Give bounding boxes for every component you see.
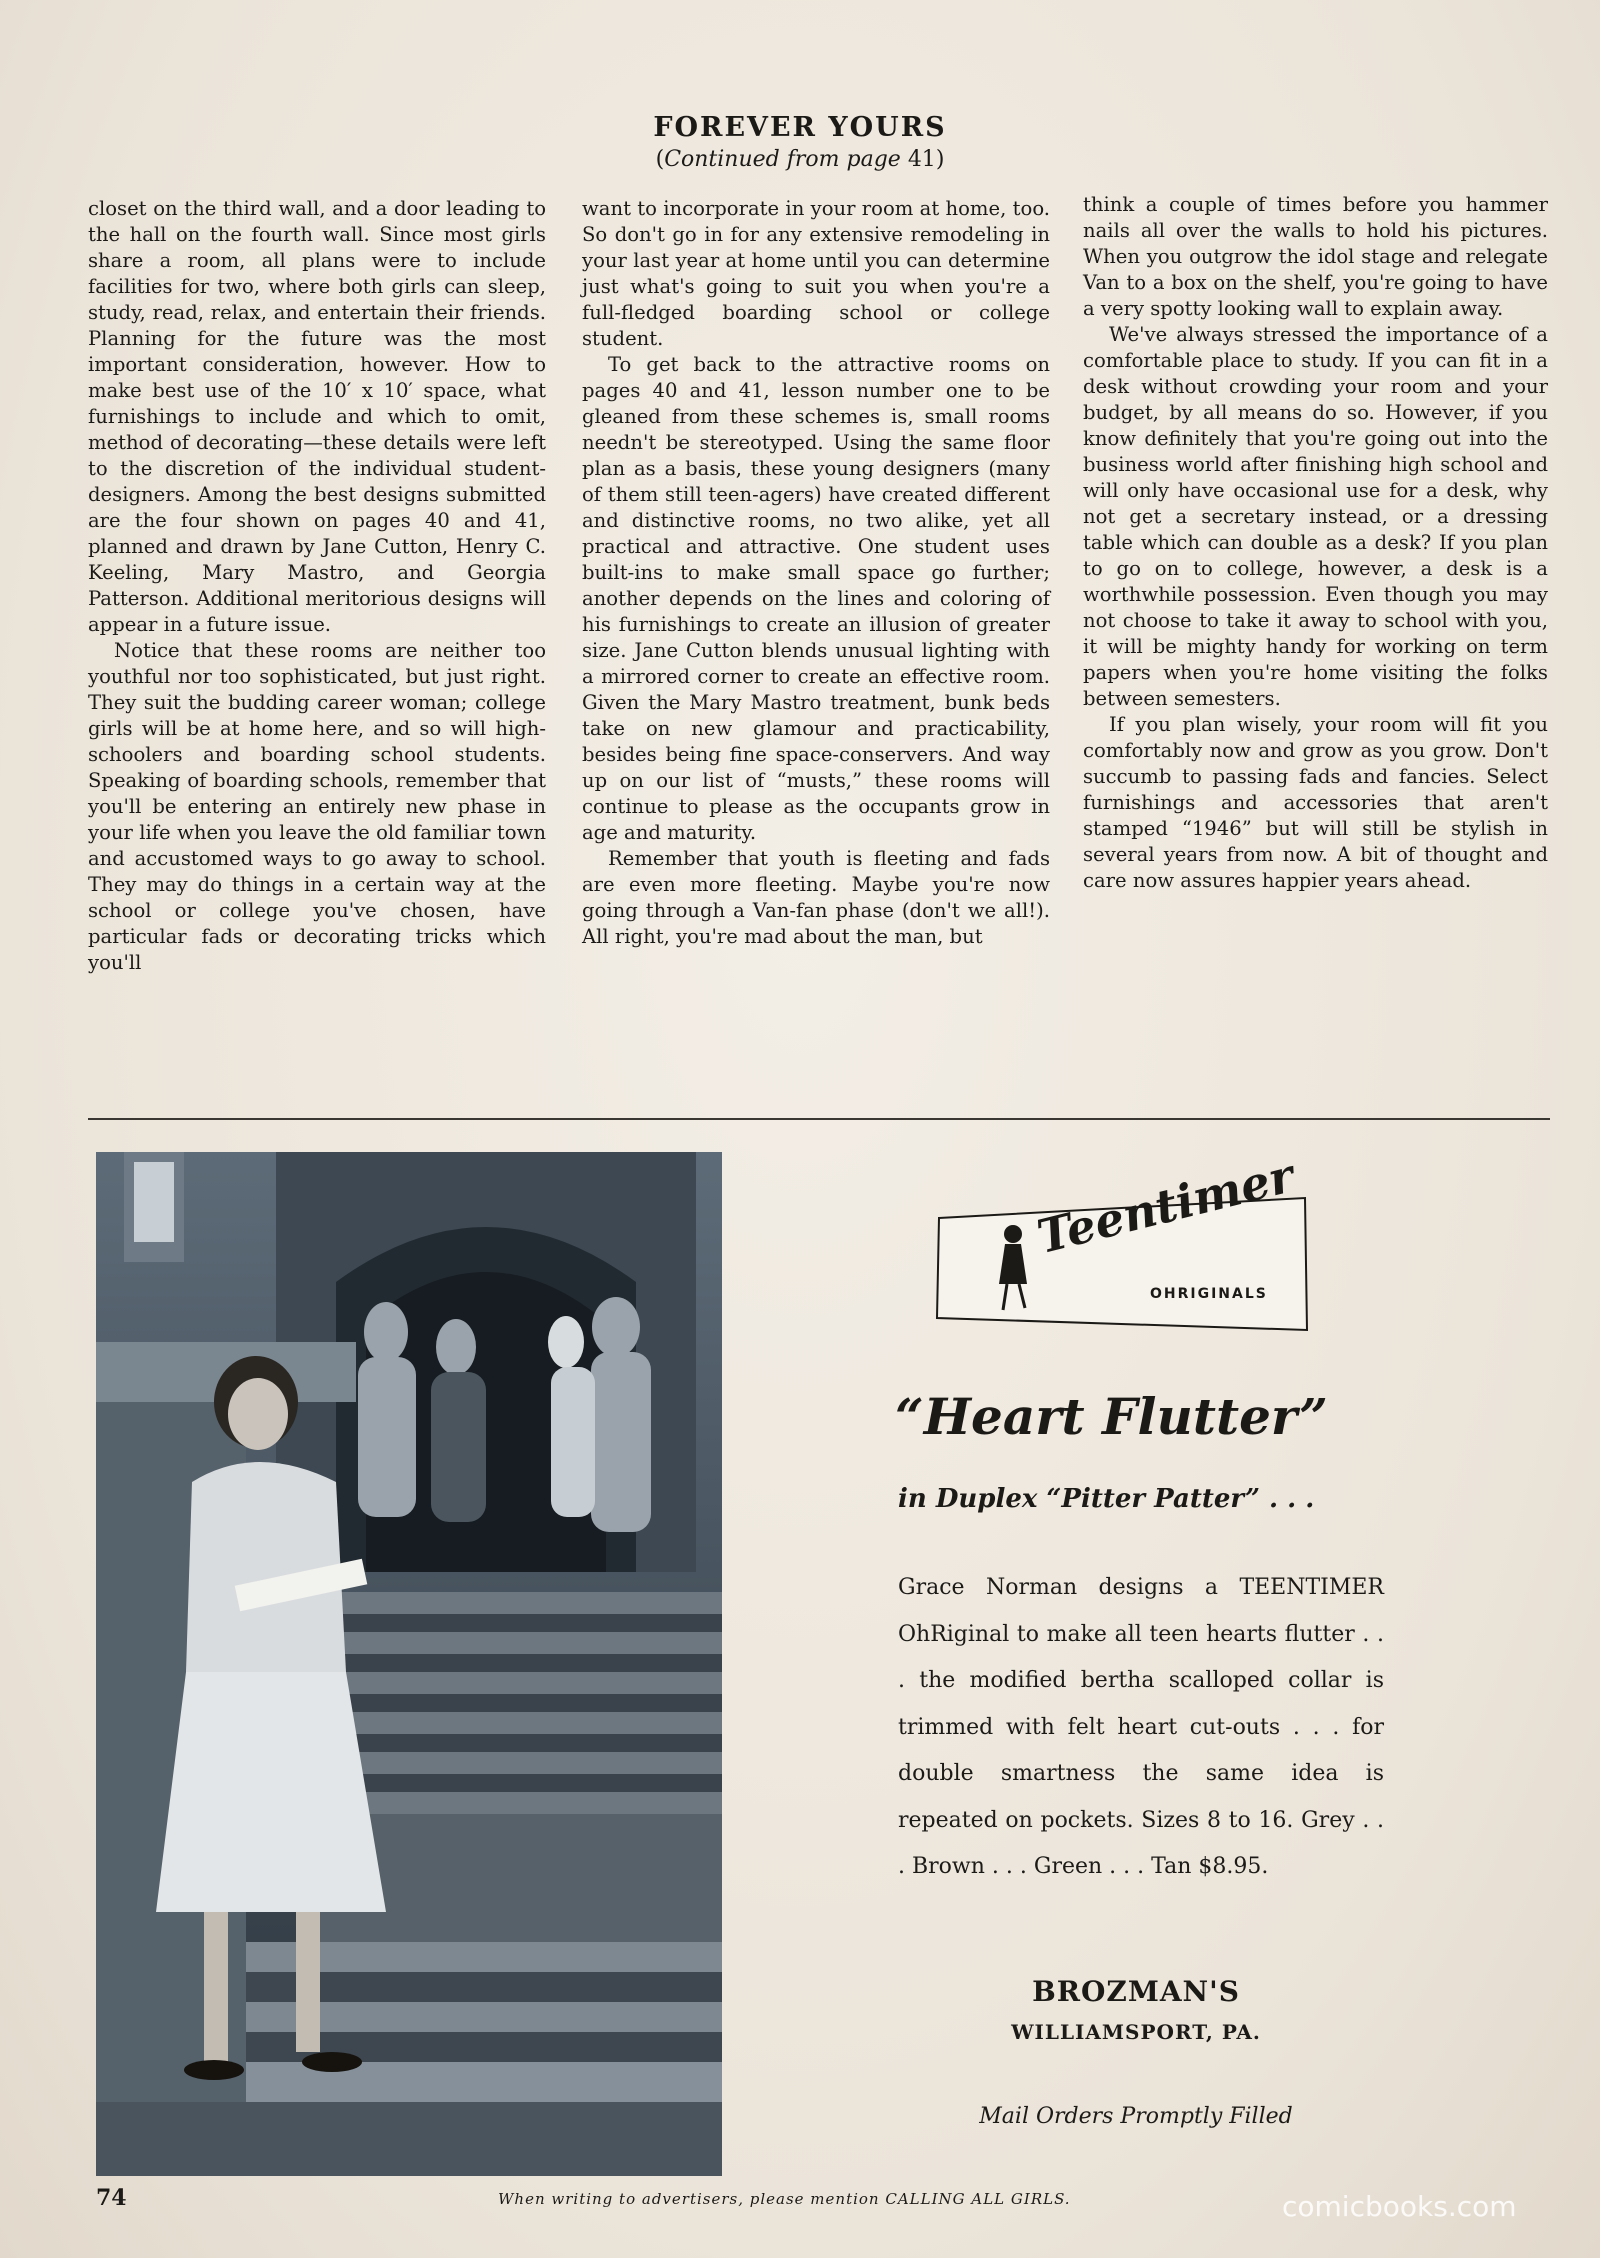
article-continued-note: (Continued from page 41) bbox=[655, 147, 945, 172]
advertisement-photo bbox=[96, 1152, 722, 2176]
mail-orders-note: Mail Orders Promptly Filled bbox=[979, 2104, 1293, 2129]
store-name: BROZMAN'S bbox=[1032, 1975, 1240, 2008]
ad-body-copy: Grace Norman designs a TEENTIMER OhRiginal to make all teen hearts flutter . . . the modified bertha scalloped collar is trimmed with felt heart cut-outs . . . for double smartness the same idea is repeated on pockets. Sizes 8 to 16. Grey . . . Brown . . . Green . . . Tan $8.95. bbox=[898, 1575, 1384, 1879]
paragraph: Notice that these rooms are neither too youthful nor too sophisticated, but just right. They suit the budding career woman; college girls will be at home here, and so will high-schoolers and boarding school students. Speaking of boarding schools, remember that you'll be entering an entirely new phase in your life when you leave the old familiar town and accustomed ways to go away to school. They may do things in a certain way at the school or college you've chosen, have particular fads or decorating tricks which you'll bbox=[88, 639, 546, 974]
continued-page: 41 bbox=[907, 147, 936, 172]
paragraph: Remember that youth is fleeting and fads are even more fleeting. Maybe you're now going through a Van-fan phase (don't we all!). All right, you're mad about the man, but bbox=[582, 847, 1050, 948]
page-number: 74 bbox=[96, 2185, 127, 2211]
footer-note: When writing to advertisers, please mention CALLING ALL GIRLS. bbox=[498, 2190, 1071, 2208]
article-column-1 bbox=[88, 196, 546, 976]
section-divider bbox=[88, 1118, 1550, 1120]
logo-subtext: OHRIGINALS bbox=[1150, 1286, 1268, 1302]
article-header bbox=[0, 112, 1600, 172]
paragraph: want to incorporate in your room at home, too. So don't go in for any extensive remodeling in your last year at home until you can determine just what's going to suit you when you're a full-fledged boarding school or college student. bbox=[582, 197, 1050, 350]
article-column-3 bbox=[1083, 192, 1548, 894]
schoolgirl-on-steps-photo bbox=[96, 1152, 722, 2176]
paragraph: think a couple of times before you hammer nails all over the walls to hold his pictures. When you outgrow the idol stage and relegate Van to a box on the shelf, you're going to have a very spotty looking wall to explain away. bbox=[1083, 193, 1548, 320]
teentimer-logo-text: Teentimer bbox=[1031, 1148, 1300, 1264]
watermark: comicbooks.com bbox=[1282, 2190, 1517, 2223]
article-title: FOREVER YOURS bbox=[653, 112, 947, 143]
paragraph: If you plan wisely, your room will fit you comfortably now and grow as you grow. Don't succumb to passing fads and fancies. Select furnishings and accessories that aren't stamped “1946” but will still be stylish in several years from now. A bit of thought and care now assures happier years ahead. bbox=[1083, 713, 1548, 892]
paragraph: We've always stressed the importance of a comfortable place to study. If you can fit in a desk without crowding your room and your budget, by all means do so. However, if you know definitely that you're going out into the business world after finishing high school and will only have occasional use for a desk, why not get a secretary instead, or a dressing table which can double as a desk? If you plan to go on to college, however, a desk is a worthwhile possession. Even though you may not choose to take it away to school with you, it will be mighty handy for working on term papers when you're home visiting the folks between semesters. bbox=[1083, 323, 1548, 710]
store-city: WILLIAMSPORT, PA. bbox=[1011, 2020, 1261, 2044]
article-column-2 bbox=[582, 196, 1050, 950]
continued-label: Continued from page bbox=[664, 147, 901, 172]
paragraph: To get back to the attractive rooms on pages 40 and 41, lesson number one to be gleaned from these schemes is, small rooms needn't be stereotyped. Using the same floor plan as a basis, these young designers (many of them still teen-agers) have created different and distinctive rooms, no two alike, yet all practical and attractive. One student uses built-ins to make small space go further; another depends on the lines and coloring of his furnishings to create an illusion of greater size. Jane Cutton blends unusual lighting with a mirrored corner to create an effective room. Given the Mary Mastro treatment, bunk beds take on new glamour and practicability, besides being fine space-conservers. And way up on our list of “musts,” these rooms will continue to please as the occupants grow in age and maturity. bbox=[582, 353, 1050, 844]
paragraph: closet on the third wall, and a door leading to the hall on the fourth wall. Since most girls share a room, all plans were to include facilities for two, where both girls can sleep, study, read, relax, and entertain their friends. Planning for the future was the most important consideration, however. How to make best use of the 10′ x 10′ space, what furnishings to include and which to omit, method of decorating—these details were left to the discretion of the individual student-designers. Among the best designs submitted are the four shown on pages 40 and 41, planned and drawn by Jane Cutton, Henry C. Keeling, Mary Mastro, and Georgia Patterson. Additional meritorious designs will appear in a future issue. bbox=[88, 197, 546, 636]
ad-subhead: in Duplex “Pitter Patter” . . . bbox=[898, 1484, 1315, 1514]
ad-headline: “Heart Flutter” bbox=[895, 1387, 1328, 1446]
